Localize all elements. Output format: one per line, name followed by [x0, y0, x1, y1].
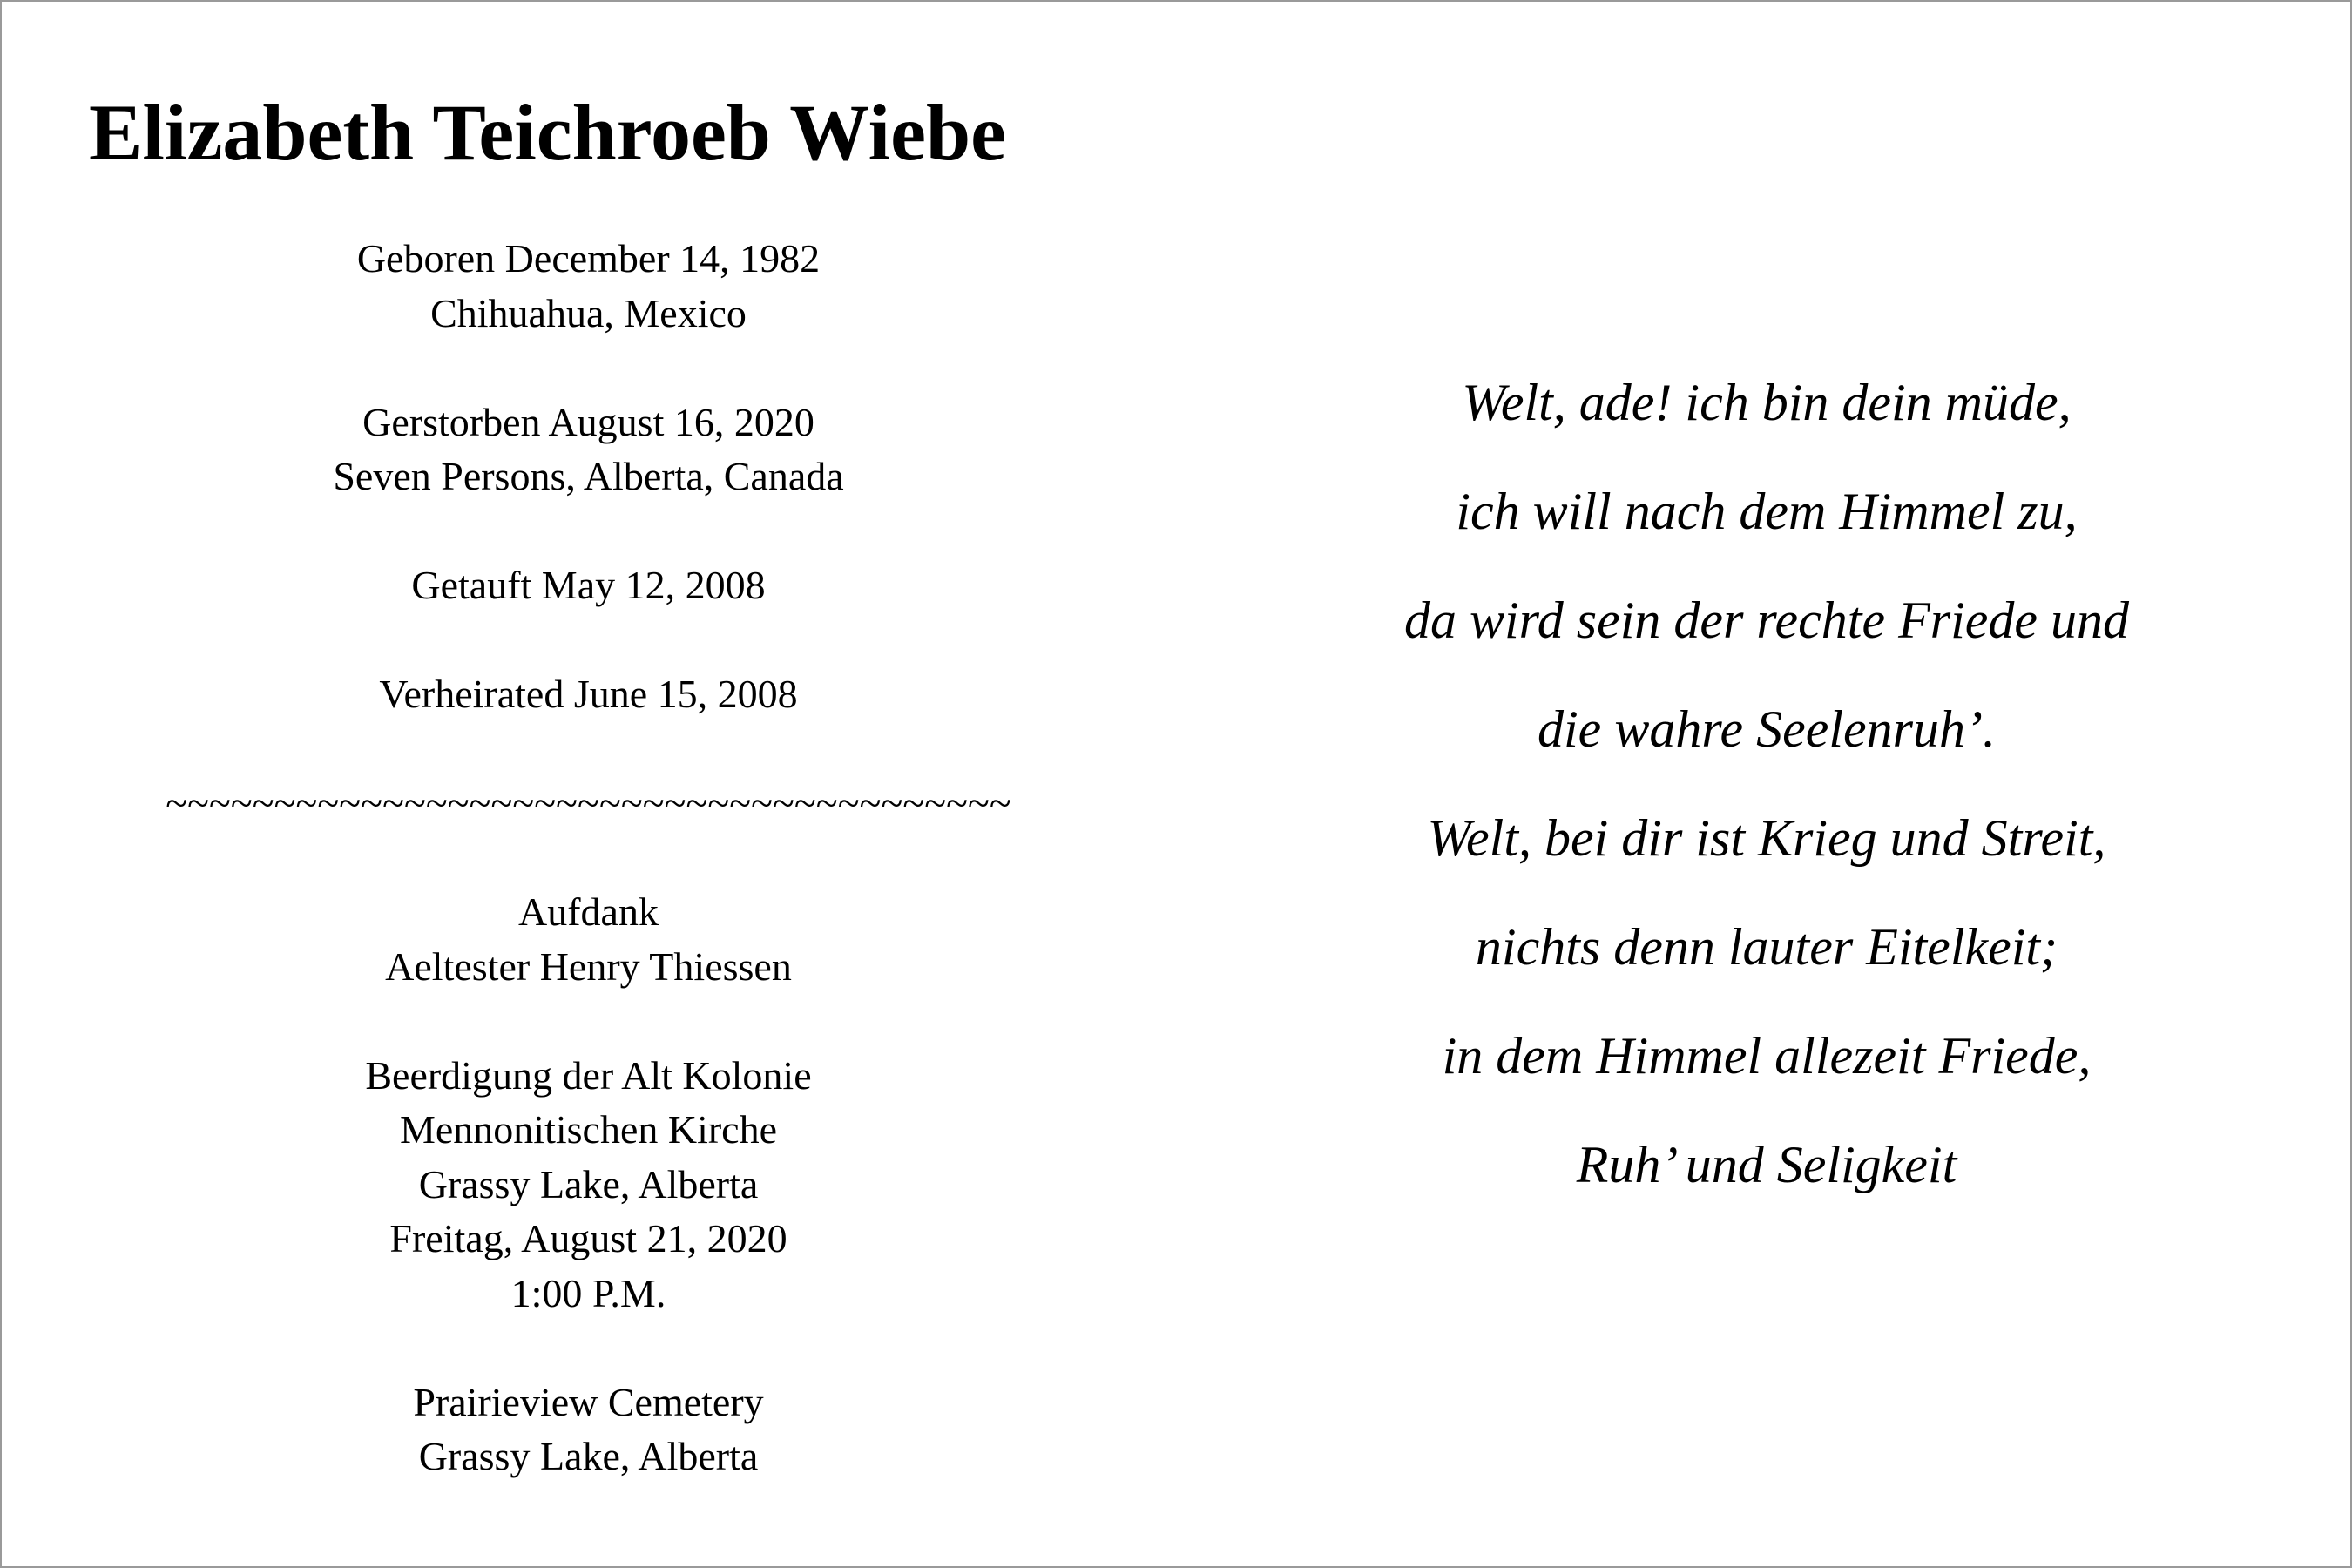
- service-church-line1: Beerdigung der Alt Kolonie: [365, 1052, 812, 1098]
- verse-line: die wahre Seelenruh’.: [1538, 700, 1996, 758]
- marriage-date: Verheirated June 15, 2008: [379, 672, 798, 716]
- marriage-info: [2, 667, 1175, 722]
- service-location: Grassy Lake, Alberta: [418, 1161, 759, 1206]
- birth-date: Geboren December 14, 1982: [356, 236, 821, 280]
- baptism-info: [2, 558, 1175, 613]
- service-church-line2: Mennonitischen Kirche: [399, 1107, 778, 1152]
- birth-info: [2, 232, 1175, 341]
- officiant-info: [2, 885, 1175, 994]
- cemetery-name: Prairieview Cemetery: [413, 1379, 764, 1424]
- service-date: Freitag, August 21, 2020: [389, 1216, 787, 1260]
- baptism-date: Getauft May 12, 2008: [411, 563, 766, 607]
- tilde-divider: ~~~~~~~~~~~~~~~~~~~~~~~~~~~~~~~~~~~~~~~: [166, 781, 1011, 825]
- verse-line: Welt, bei dir ist Krieg und Streit,: [1427, 809, 2106, 867]
- deceased-name: Elizabeth Teichroeb Wiebe: [89, 88, 1007, 177]
- verse-line: in dem Himmel allezeit Friede,: [1442, 1027, 2092, 1085]
- death-place: Seven Persons, Alberta, Canada: [333, 454, 844, 498]
- cemetery-location: Grassy Lake, Alberta: [418, 1434, 759, 1478]
- verse-poem: [1244, 348, 2289, 1220]
- death-info: [2, 395, 1175, 504]
- verse-line: Welt, ade! ich bin dein müde,: [1462, 374, 2072, 431]
- verse-line: ich will nach dem Himmel zu,: [1456, 483, 2078, 540]
- death-date: Gerstorben August 16, 2020: [362, 399, 814, 444]
- birth-place: Chihuahua, Mexico: [430, 290, 747, 335]
- officiant-name: Aeltester Henry Thiessen: [385, 943, 792, 989]
- verse-line: Ruh’ und Seligkeit: [1576, 1136, 1957, 1193]
- officiant-heading: Aufdank: [518, 889, 659, 934]
- tilde-divider-block: [2, 776, 1175, 831]
- service-time: 1:00 P.M.: [510, 1270, 666, 1315]
- cemetery-info: [2, 1375, 1175, 1484]
- verse-line: da wird sein der rechte Friede und: [1403, 591, 2130, 649]
- funeral-service-info: [2, 1049, 1175, 1321]
- verse-line: nichts denn lauter Eitelkeit;: [1475, 918, 2058, 976]
- service-details: [2, 232, 1175, 1538]
